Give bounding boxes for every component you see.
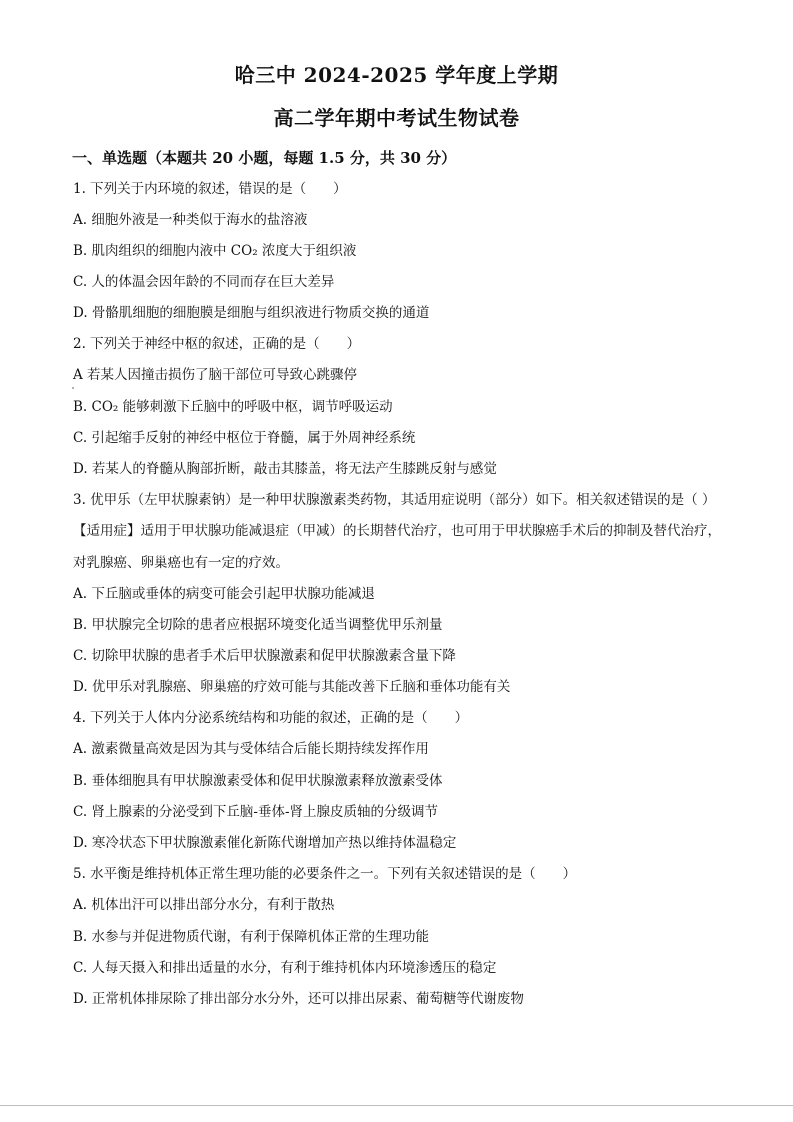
question-4-option-b: B. 垂体细胞具有甲状腺激素受体和促甲状腺激素释放激素受体 (73, 773, 443, 789)
question-4-option-a: A. 激素微量高效是因为其与受体结合后能长期持续发挥作用 (73, 741, 429, 757)
section-heading: 一、单选题（本题共 20 小题，每题 1.5 分，共 30 分） (72, 149, 457, 167)
exam-title-line-1: 哈三中 2024-2025 学年度上学期 (234, 63, 559, 87)
question-2-option-d: D. 若某人的脊髓从胸部折断，敲击其膝盖，将无法产生膝跳反射与感觉 (73, 461, 497, 477)
question-3-indication-line-2: 对乳腺癌、卵巢癌也有一定的疗效。 (73, 555, 289, 571)
question-1-option-b: B. 肌肉组织的细胞内液中 CO₂ 浓度大于组织液 (73, 243, 357, 259)
question-1-stem: 1. 下列关于内环境的叙述，错误的是（ ） (73, 181, 347, 197)
question-5-option-d: D. 正常机体排尿除了排出部分水分外，还可以排出尿素、葡萄糖等代谢废物 (73, 991, 524, 1007)
question-5-option-c: C. 人每天摄入和排出适量的水分，有利于维持机体内环境渗透压的稳定 (73, 960, 497, 976)
question-4-stem: 4. 下列关于人体内分泌系统结构和功能的叙述，正确的是（ ） (73, 710, 469, 726)
question-2-option-c: C. 引起缩手反射的神经中枢位于脊髓，属于外周神经系统 (73, 430, 416, 446)
question-5-option-a: A. 机体出汗可以排出部分水分，有利于散热 (73, 897, 335, 913)
exam-title-line-2: 高二学年期中考试生物试卷 (273, 106, 520, 130)
question-3-option-b: B. 甲状腺完全切除的患者应根据环境变化适当调整优甲乐剂量 (73, 617, 443, 633)
question-3-stem: 3. 优甲乐（左甲状腺素钠）是一种甲状腺激素类药物，其适用症说明（部分）如下。相关叙述错误的是（ ） (73, 492, 716, 508)
question-2-option-b: B. CO₂ 能够刺激下丘脑中的呼吸中枢，调节呼吸运动 (73, 399, 393, 415)
question-5-option-b: B. 水参与并促进物质代谢，有利于保障机体正常的生理功能 (73, 929, 430, 945)
question-3-option-d: D. 优甲乐对乳腺癌、卵巢癌的疗效可能与其能改善下丘脑和垂体功能有关 (73, 679, 511, 695)
question-4-option-c: C. 肾上腺素的分泌受到下丘脑-垂体-肾上腺皮质轴的分级调节 (73, 804, 439, 820)
question-5-stem: 5. 水平衡是维持机体正常生理功能的必要条件之一。下列有关叙述错误的是（ ） (73, 866, 577, 882)
question-2-option-a: A 若某人因撞击损伤了脑干部位可导致心跳骤停 (73, 367, 358, 383)
question-1-option-d: D. 骨骼肌细胞的细胞膜是细胞与组织液进行物质交换的通道 (73, 305, 430, 321)
question-3-option-a: A. 下丘脑或垂体的病变可能会引起甲状腺功能减退 (73, 586, 375, 602)
question-3-option-c: C. 切除甲状腺的患者手术后甲状腺激素和促甲状腺激素含量下降 (73, 648, 456, 664)
question-4-option-d: D. 寒冷状态下甲状腺激素催化新陈代谢增加产热以维持体温稳定 (73, 835, 457, 851)
stray-mark (72, 387, 74, 389)
question-3-indication-line-1: 【适用症】适用于甲状腺功能减退症（甲减）的长期替代治疗，也可用于甲状腺癌手术后的抑制及替代治疗， (73, 523, 721, 539)
question-2-stem: 2. 下列关于神经中枢的叙述，正确的是（ ） (73, 336, 361, 352)
page-bottom-divider (0, 1105, 793, 1106)
question-1-option-a: A. 细胞外液是一种类似于海水的盐溶液 (73, 212, 308, 228)
question-1-option-c: C. 人的体温会因年龄的不同而存在巨大差异 (73, 274, 335, 290)
